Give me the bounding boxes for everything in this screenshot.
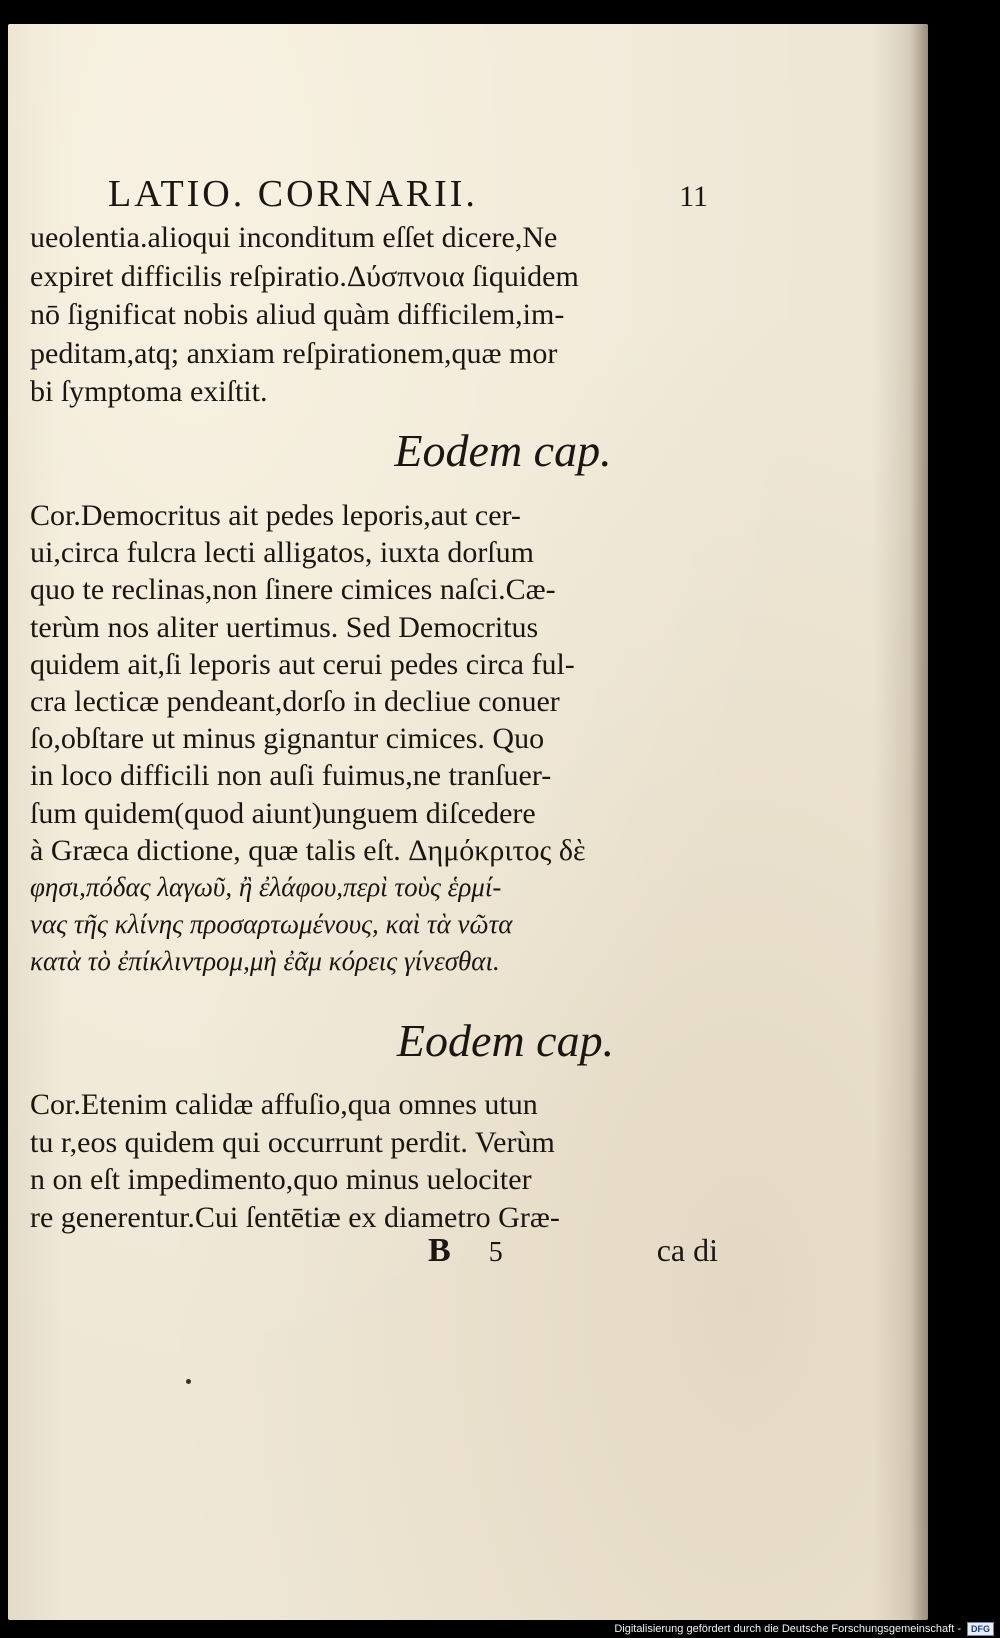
text-line: cra lecticæ pendeant,dorſo in decliue conuer [30, 685, 560, 719]
text-line: Cor.Democritus ait pedes leporis,aut cer- [30, 499, 521, 532]
page-edge-shadow [910, 24, 928, 1620]
text-line: ſo,obſtare ut minus gignantur cimices. Quo [30, 722, 545, 756]
text-line: Cor.Etenim calidæ affuſio,qua omnes utun [30, 1088, 538, 1121]
text-line: ueolentia.alioqui inconditum eſſet dicere,Ne [30, 221, 558, 254]
paragraph-3 [30, 1086, 720, 1236]
running-head: LATIO. CORNARII. [108, 173, 478, 215]
text-line: ui,circa fulcra lecti alligatos, iuxta dorſum [30, 536, 534, 570]
paragraph-2 [30, 497, 720, 981]
text-line: tu r,eos quidem qui occurrunt perdit. Verùm [30, 1125, 555, 1159]
text-line: n on eſt impedimento,quo minus uelociter [30, 1163, 532, 1196]
text-line: peditam,atq; anxiam reſpirationem,quæ mor [30, 336, 558, 370]
greek-line: φησι,πόδας λαγωῦ, ἢ ἐλάφου,περὶ τοὺς ἑρμί- [30, 872, 502, 903]
catchword: ca di [656, 1232, 718, 1268]
page-header [108, 172, 728, 216]
page-number: 11 [679, 180, 708, 213]
text-line: terùm nos aliter uertimus. Sed Democritus [30, 610, 539, 644]
signature-number: 5 [488, 1237, 503, 1268]
greek-line: κατὰ τὸ ἐπίκλιντρομ,μὴ ἐᾶμ κόρεις γίνεσθαι. [30, 946, 500, 977]
greek-quotation [30, 869, 720, 981]
text-line: nō ſignificat nobis aliud quàm difficilem,im- [30, 298, 565, 331]
paragraph-1 [30, 219, 720, 412]
digitization-credit: Digitalisierung gefördert durch die Deutsche Forschungsgemeinschaft - [614, 1623, 961, 1635]
text-line: in loco difficili non auſi fuimus,ne tranſuer- [30, 759, 552, 793]
section-heading-1: Eodem cap. [394, 425, 612, 476]
text-line: à Græca dictione, quæ talis eſt. Δημόκριτος δὲ [30, 833, 586, 867]
section-heading-2: Eodem cap. [396, 1015, 615, 1066]
text-line: expiret difficilis reſpiratio.Δύσπνοια ſiquidem [30, 259, 579, 293]
page-footer [428, 1232, 718, 1270]
greek-line: νας τῆς κλίνης προσαρτωμένους, καὶ τὰ νῶτα [30, 909, 513, 940]
text-line: re generentur.Cui ſentētiæ ex diametro Græ- [30, 1200, 560, 1234]
digitization-credit-bar [0, 1620, 1000, 1638]
dfg-logo: DFG [967, 1622, 994, 1636]
signature-mark: B [428, 1232, 451, 1269]
text-line: quo te reclinas,non ſinere cimices naſci.Cæ- [30, 573, 556, 607]
text-line: bi ſymptoma exiſtit. [30, 375, 268, 408]
text-line: quidem ait,ſi leporis aut cerui pedes circa ful- [30, 647, 575, 681]
book-page [8, 24, 928, 1620]
text-line: ſum quidem(quod aiunt)unguem diſcedere [30, 796, 536, 830]
paper-speck [186, 1379, 191, 1384]
